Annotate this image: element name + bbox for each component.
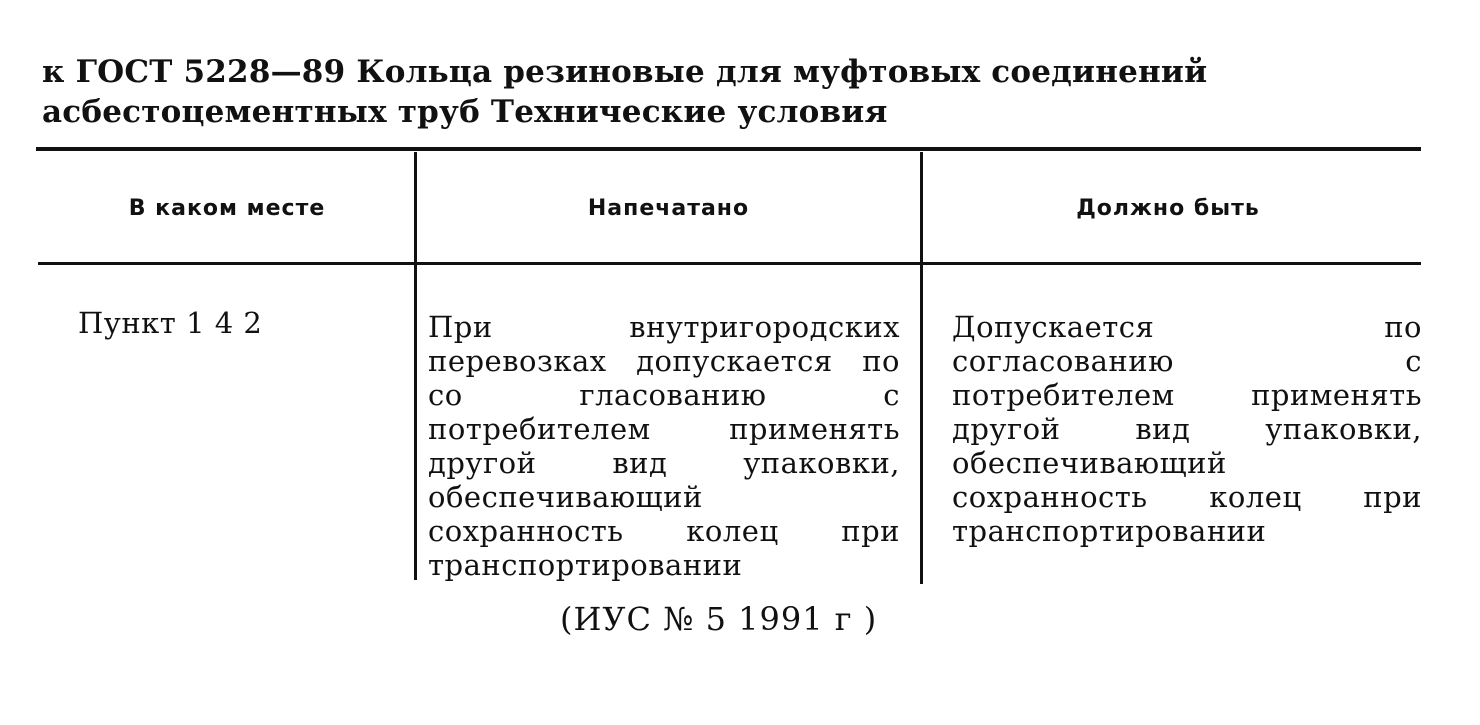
table-header-rule bbox=[38, 262, 1421, 265]
table-top-rule bbox=[36, 147, 1421, 151]
cell-location: Пункт 1 4 2 bbox=[78, 306, 263, 340]
header-should-be: Должно быть bbox=[1076, 196, 1260, 221]
cell-printed: При внутригородских перевозках допускается по со гласованию с потребителем применять другой вид упаковки, обеспечивающий сохранность колец при транспортировании bbox=[428, 310, 900, 582]
cell-should-be: Допускается по согласованию с потребителем применять другой вид упаковки, обеспечивающий сохранность колец при транспортировании bbox=[952, 310, 1422, 548]
header-printed: Напечатано bbox=[587, 196, 750, 221]
header-location: В каком месте bbox=[128, 196, 326, 221]
document-title: к ГОСТ 5228—89 Кольца резиновые для муфтовых соединений асбестоцементных труб Технические условия bbox=[42, 54, 1208, 130]
document-footer-reference: (ИУС № 5 1991 г ) bbox=[560, 600, 878, 638]
